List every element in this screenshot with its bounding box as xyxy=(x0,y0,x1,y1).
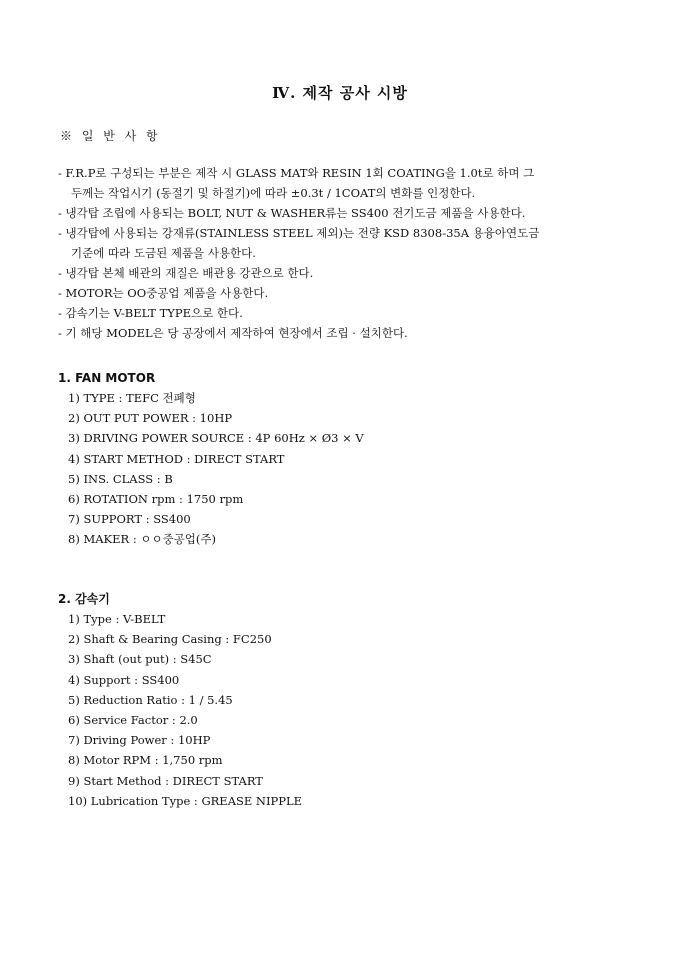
spec-item: 7) Driving Power : 10HP xyxy=(68,733,211,748)
page-title: Ⅳ. 제작 공사 시방 xyxy=(272,84,408,102)
general-line: - MOTOR는 OO중공업 제품을 사용한다. xyxy=(58,286,269,300)
spec-item: 8) Motor RPM : 1,750 rpm xyxy=(68,753,223,768)
spec-item: 9) Start Method : DIRECT START xyxy=(68,773,263,788)
spec-item: 6) Service Factor : 2.0 xyxy=(68,712,198,727)
general-line: - 냉각탑 조립에 사용되는 BOLT, NUT & WASHER류는 SS400 전기도금 제품을 사용한다. xyxy=(58,206,526,220)
spec-item: 1) TYPE : TEFC 전폐형 xyxy=(68,391,196,405)
spec-item: 5) INS. CLASS : B xyxy=(68,471,173,486)
general-line: 두께는 작업시기 (동절기 및 하절기)에 따라 ±0.3t / 1COAT의 변화를 인정한다. xyxy=(71,186,476,200)
spec-item: 10) Lubrication Type : GREASE NIPPLE xyxy=(68,793,303,808)
general-line: - 냉각탑에 사용되는 강재류(STAINLESS STEEL 제외)는 전량 KSD 8308-35A 용융아연도금 xyxy=(58,226,540,240)
general-line: - 기 해당 MODEL은 당 공장에서 제작하여 현장에서 조립 · 설치한다. xyxy=(58,326,408,340)
spec-item: 3) DRIVING POWER SOURCE : 4P 60Hz × Ø3 × V xyxy=(68,431,364,446)
spec-item: 5) Reduction Ratio : 1 / 5.45 xyxy=(68,692,233,707)
section-heading: 2. 감속기 xyxy=(58,592,110,606)
spec-item: 1) Type : V-BELT xyxy=(68,612,166,626)
spec-item: 6) ROTATION rpm : 1750 rpm xyxy=(68,491,244,506)
spec-item: 2) Shaft & Bearing Casing : FC250 xyxy=(68,632,272,647)
fan-motor-section xyxy=(58,368,364,550)
reducer-section xyxy=(58,589,302,811)
spec-item: 2) OUT PUT POWER : 10HP xyxy=(68,411,233,426)
spec-item: 4) Support : SS400 xyxy=(68,672,180,687)
general-line: - F.R.P로 구성되는 부분은 제작 시 GLASS MAT와 RESIN 1회 COATING을 1.0t로 하며 그 xyxy=(58,166,535,180)
general-line: 기준에 따라 도금된 제품을 사용한다. xyxy=(71,246,256,260)
spec-item: 8) MAKER : ㅇㅇ중공업(주) xyxy=(68,532,216,547)
general-line: - 냉각탑 본체 배관의 재질은 배관용 강관으로 한다. xyxy=(58,266,314,280)
section-heading: 1. FAN MOTOR xyxy=(58,371,156,385)
spec-item: 3) Shaft (out put) : S45C xyxy=(68,652,212,667)
general-heading: ※ 일 반 사 항 xyxy=(60,129,161,143)
general-notes xyxy=(58,163,624,343)
spec-item: 4) START METHOD : DIRECT START xyxy=(68,451,285,466)
spec-item: 7) SUPPORT : SS400 xyxy=(68,512,191,527)
general-line: - 감속기는 V-BELT TYPE으로 한다. xyxy=(58,306,243,320)
